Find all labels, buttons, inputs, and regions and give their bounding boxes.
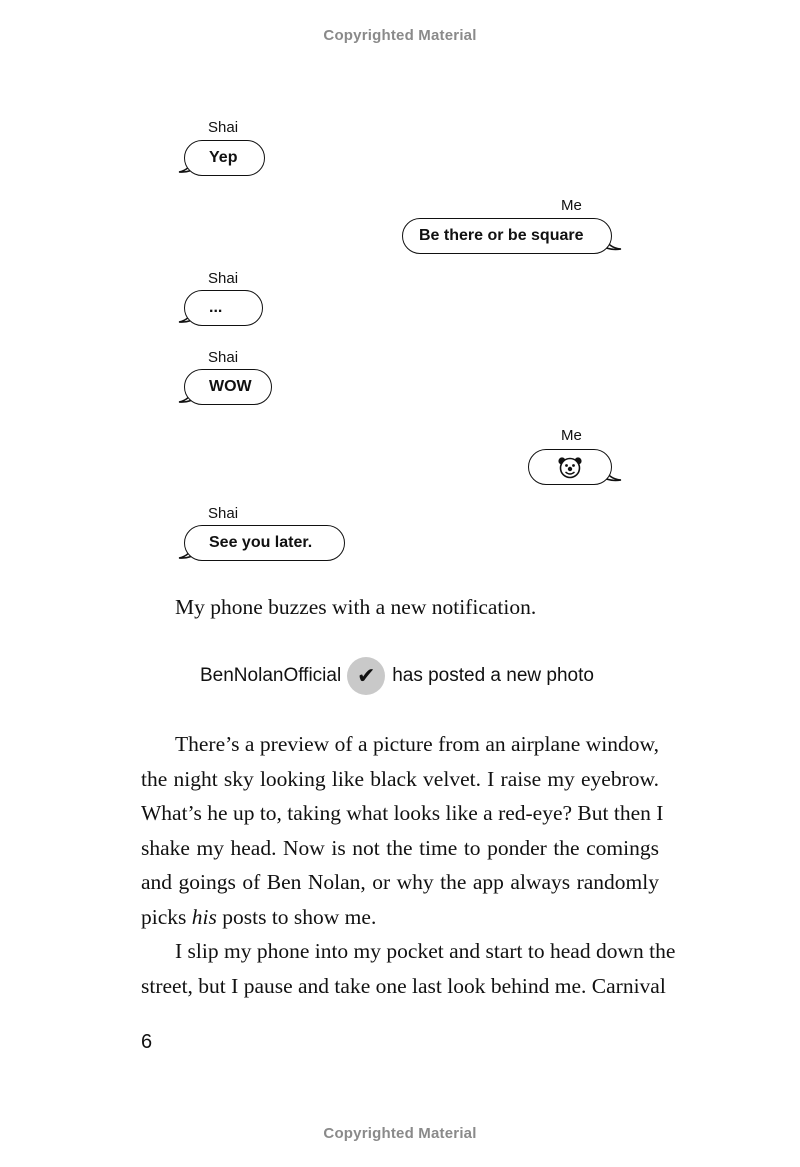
text-line [141,900,659,935]
chat-bubble: See you later. [184,525,345,561]
text-fragment: posts to show me. [216,904,377,929]
text-line: I slip my phone into my pocket and start to head down the [175,939,676,963]
narration-paragraph [175,590,675,625]
text-line: My phone buzzes with a new notification. [175,595,537,619]
sender-label: Me [561,427,582,444]
chat-bubble: ... [184,290,263,326]
clown-face-emoji-icon [557,454,583,480]
body-paragraph-2 [141,934,676,1003]
text-line: street, but I pause and take one last look behind me. Carnival [141,973,666,998]
emphasis: his [191,904,217,929]
text-line: What’s he up to, taking what looks like a red-eye? But then I [141,801,664,825]
chat-bubble: WOW [184,369,272,405]
chat-bubble: Be there or be square [402,218,612,254]
copyright-footer: Copyrighted Material [323,1125,477,1142]
body-paragraph-1 [141,727,664,934]
sender-label: Shai [208,505,239,522]
page-number: 6 [141,1031,153,1053]
chat-bubble: Yep [184,140,265,176]
text-fragment: picks [141,904,192,929]
sender-label: Shai [208,119,239,136]
sender-label: Shai [208,270,239,287]
text-line: shake my head. Now is not the time to ponder the comings [141,835,659,860]
notification-action: has posted a new photo [392,665,594,686]
copyright-header: Copyrighted Material [323,27,477,44]
text-line: There’s a preview of a picture from an airplane window, [175,732,659,756]
notification [200,656,594,696]
sender-label: Shai [208,349,239,366]
notification-username: BenNolanOfficial [200,665,342,686]
verified-check-icon: ✔ [347,657,385,695]
chat-bubble [528,449,612,485]
text-line: and goings of Ben Nolan, or why the app always randomly [141,870,659,894]
text-line: the night sky looking like black velvet. I raise my eyebrow. [141,766,659,791]
sender-label: Me [561,197,582,214]
